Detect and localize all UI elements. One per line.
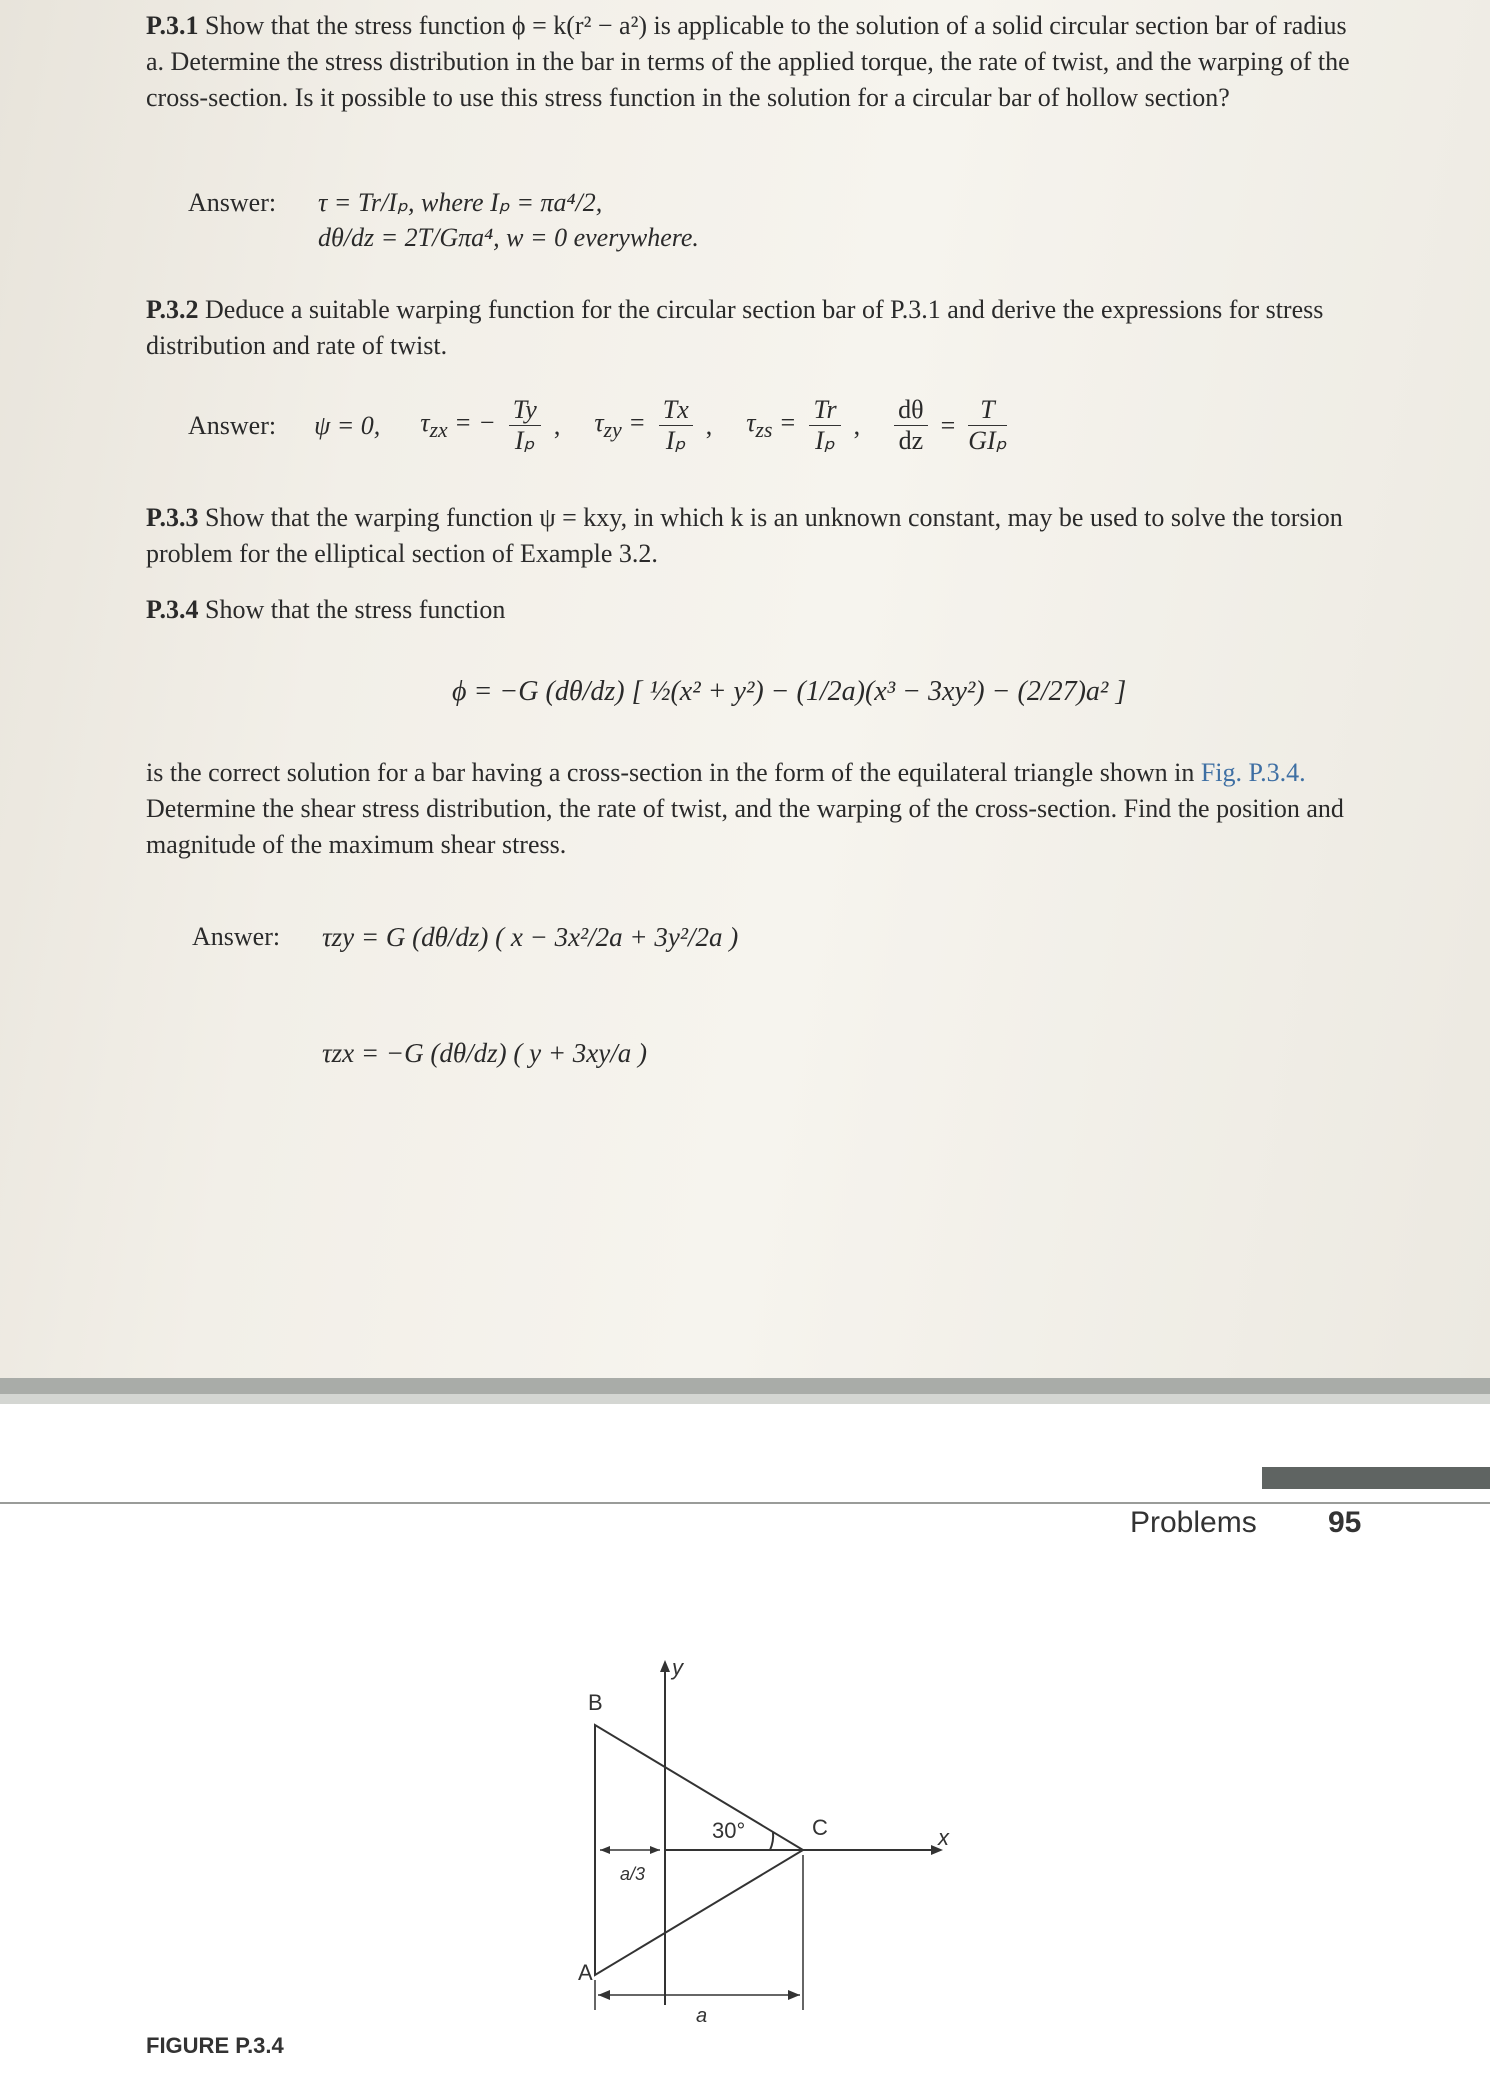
- fraction: $\frac{Tx}{\text{Iₚ}}$: [659, 395, 693, 456]
- problem-3-4-continued: [146, 755, 1361, 863]
- problem-3-4: [146, 592, 1361, 628]
- problem-3-3: [146, 500, 1361, 572]
- header-line: [0, 1502, 1490, 1504]
- answer-label: Answer:: [188, 410, 277, 440]
- fraction: $\frac{Ty}{\text{Iₚ}}$: [509, 395, 541, 456]
- tau-subscript: zs: [755, 418, 773, 443]
- equilateral-triangle-figure: [560, 1650, 1000, 2030]
- answer-line-1: τ = Tr/Iₚ, where Iₚ = πa⁴/2,: [318, 188, 603, 217]
- running-head-section: Problems: [1130, 1506, 1257, 1539]
- problem-label: P.3.4: [146, 595, 199, 624]
- answer-label: Answer:: [188, 188, 277, 217]
- problem-3-1: [146, 8, 1361, 116]
- tau-symbol: τ: [746, 407, 756, 437]
- fraction: $\frac{Tr}{\text{Iₚ}}$: [809, 395, 840, 456]
- answer-tau-zy: τzy = G (dθ/dz) ( x − 3x²/2a + 3y²/2a ): [322, 922, 739, 952]
- problem-text: Show that the stress function: [205, 595, 506, 624]
- fraction: $\frac{d\theta}{dz}$: [894, 395, 927, 456]
- tau-symbol: τ: [420, 407, 430, 437]
- y-axis-arrow: [660, 1660, 670, 1672]
- figure-caption: FIGURE P.3.4: [146, 2033, 284, 2058]
- angle-label: 30°: [712, 1818, 746, 1843]
- x-axis-label: x: [938, 1825, 949, 1850]
- problem-label: P.3.2: [146, 295, 199, 324]
- problem-text: Show that the stress function ϕ = k(r² − a²) is applicable to the solution of a solid circular section bar of radius a. Determine the stress distribution in the bar in terms of the applied torque, the rate of twist, and the warping of the cross-section. Is it possible to use this stress function in the solution for a circular bar of hollow section?: [146, 11, 1350, 112]
- header-rule: [1262, 1467, 1490, 1489]
- vertex-a-label: A: [578, 1960, 593, 1985]
- psi-value: ψ = 0,: [314, 410, 381, 440]
- a-over-3-label: a/3: [620, 1864, 646, 1884]
- problem-label: P.3.1: [146, 11, 199, 40]
- angle-arc: [770, 1832, 773, 1850]
- problem-label: P.3.3: [146, 503, 199, 532]
- fraction: $\frac{T}{\text{GIₚ}}$: [968, 395, 1007, 455]
- vertex-b-label: B: [588, 1690, 603, 1715]
- problem-3-2: [146, 292, 1361, 364]
- tau-subscript: zx: [429, 418, 448, 443]
- problem-text: Determine the shear stress distribution, the rate of twist, and the warping of the cross-section. Find the position and magnitude of the maximum shear stress.: [146, 794, 1344, 859]
- answer-tau-zx: τzx = −G (dθ/dz) ( y + 3xy/a ): [322, 1038, 648, 1068]
- tau-symbol: τ: [594, 407, 604, 437]
- answer-3-2: Answer: ψ = 0, $\tau_{zx}$ = − $\frac{Ty}{\text{Iₚ}}$ , $\tau_{zy}$ = $\frac{Tx}{\text{Iₚ}}$ , $\tau_{zs}$ = $\frac{Tr}{\text{Iₚ}}$ , $\frac{d\theta}{dz}$ = $\frac{T}{\text{GIₚ}}$: [188, 395, 1007, 455]
- problem-text: is the correct solution for a bar having a cross-section in the form of the equilateral triangle shown in: [146, 758, 1201, 787]
- y-axis-label: y: [672, 1655, 683, 1680]
- separator-band: [0, 1394, 1490, 1404]
- figure-reference-link[interactable]: Fig. P.3.4.: [1200, 758, 1306, 787]
- tau-subscript: zy: [603, 418, 622, 443]
- problem-text: Show that the warping function ψ = kxy, in which k is an unknown constant, may be used to solve the torsion problem for the elliptical section of Example 3.2.: [146, 503, 1343, 568]
- separator-band: [0, 1378, 1490, 1394]
- stress-function-formula: ϕ = −G (dθ/dz) [ ½(x² + y²) − (1/2a)(x³ − 3xy²) − (2/27)a² ]: [452, 676, 1127, 707]
- answer-line-2: dθ/dz = 2T/Gπa⁴, w = 0 everywhere.: [318, 223, 699, 252]
- page-number: 95: [1328, 1506, 1362, 1539]
- answer-label: Answer:: [192, 922, 281, 951]
- a-label: a: [696, 2005, 708, 2027]
- problem-text: Deduce a suitable warping function for the circular section bar of P.3.1 and derive the expressions for stress distribution and rate of twist.: [146, 295, 1324, 360]
- vertex-c-label: C: [812, 1815, 828, 1840]
